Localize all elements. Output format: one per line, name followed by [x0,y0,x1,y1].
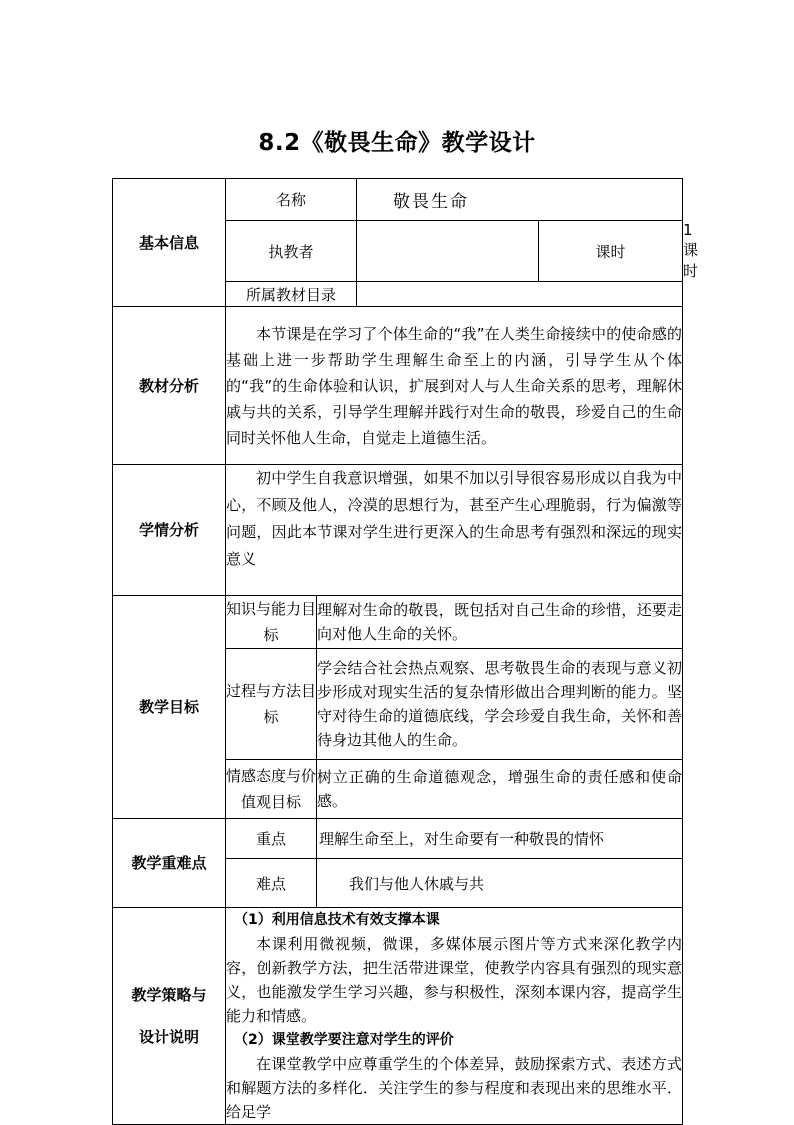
goal-text: 学会结合社会热点观察、思考敬畏生命的表现与意义初步形成对现实生活的复杂情形做出合理判断的能力。坚守对待生命的道德底线，学会珍爱自我生命，关怀和善待身边其他人的生命。 [317,649,683,760]
goal-label: 过程与方法目标 [226,649,317,760]
textbook-label: 所属教材目录 [226,282,357,307]
strategy-paragraph: 在课堂教学中应尊重学生的个体差异，鼓励探索方式、表述方式和解题方法的多样化．关注学生的参与程度和表现出来的思维水平．给足学 [226,1055,683,1121]
strategy-header-line: 教学策略与 [131,986,207,1004]
student-analysis-header: 学情分析 [113,465,226,596]
goal-text: 理解对生命的敬畏，既包括对自己生命的珍惜，还要走向对他人生命的关怀。 [317,596,683,649]
teacher-label: 执教者 [226,221,357,282]
page-title: 8.2《敬畏生命》教学设计 [258,130,536,156]
table-row [113,908,683,1125]
strategy-header-line: 设计说明 [138,1028,199,1046]
difficult-point-text: 我们与他人休戚与共 [317,859,683,908]
key-point-text: 理解生命至上，对生命要有一种敬畏的情怀 [317,819,683,859]
table-row [113,465,683,596]
goal-text: 树立正确的生命道德观念，增强生命的责任感和使命感。 [317,760,683,819]
student-analysis-paragraph: 初中学生自我意识增强，如果不加以引导很容易形成以自我为中心，不顾及他人，冷漠的思想行为，甚至产生心理脆弱，行为偏激等问题，因此本节课对学生进行更深入的生命思考有强烈和深远的现实意义 [226,469,683,568]
table-row [113,179,683,221]
goal-label: 知识与能力目标 [226,596,317,649]
material-analysis-paragraph: 本节课是在学习了个体生命的“我”在人类生命接续中的使命感的基础上进一步帮助学生理解生命至上的内涵，引导学生从个体的“我”的生命体验和认识，扩展到对人与人生命关系的思考，理解休戚与共的关系，引导学生理解并践行对生命的敬畏，珍爱自己的生命同时关怀他人生命，自觉走上道德生活。 [226,324,683,447]
teaching-goals-header: 教学目标 [113,596,226,819]
key-points-header: 教学重难点 [113,819,226,908]
lesson-plan-table [112,178,699,1125]
material-analysis-text [226,307,683,465]
strategy-heading: （1）利用信息技术有效支撑本课 [234,912,440,928]
hours-label: 课时 [539,221,683,282]
strategy-paragraph: 本课利用微视频，微课，多媒体展示图片等方式来深化教学内容，创新教学方法，把生活带进课堂，使教学内容具有强烈的现实意义，也能激发学生学习兴趣，参与积极性，深刻本课内容，提高学生能力和情感。 [226,935,683,1025]
strategy-content [226,908,683,1125]
difficult-point-label: 难点 [226,859,317,908]
textbook-value [357,282,683,307]
key-point-label: 重点 [226,819,317,859]
material-analysis-header: 教材分析 [113,307,226,465]
table-row [113,307,683,465]
teacher-value [357,221,539,282]
table-row [113,596,683,649]
name-label: 名称 [226,179,357,221]
name-value: 敬畏生命 [357,179,683,221]
strategy-heading: （2）课堂教学要注意对学生的评价 [234,1032,454,1048]
basic-info-header: 基本信息 [113,179,226,307]
student-analysis-text [226,465,683,596]
table-row [113,819,683,859]
table-row: 执教者 课时 1课时 [113,221,683,282]
strategy-header [113,908,226,1125]
goal-label: 情感态度与价值观目标 [226,760,317,819]
